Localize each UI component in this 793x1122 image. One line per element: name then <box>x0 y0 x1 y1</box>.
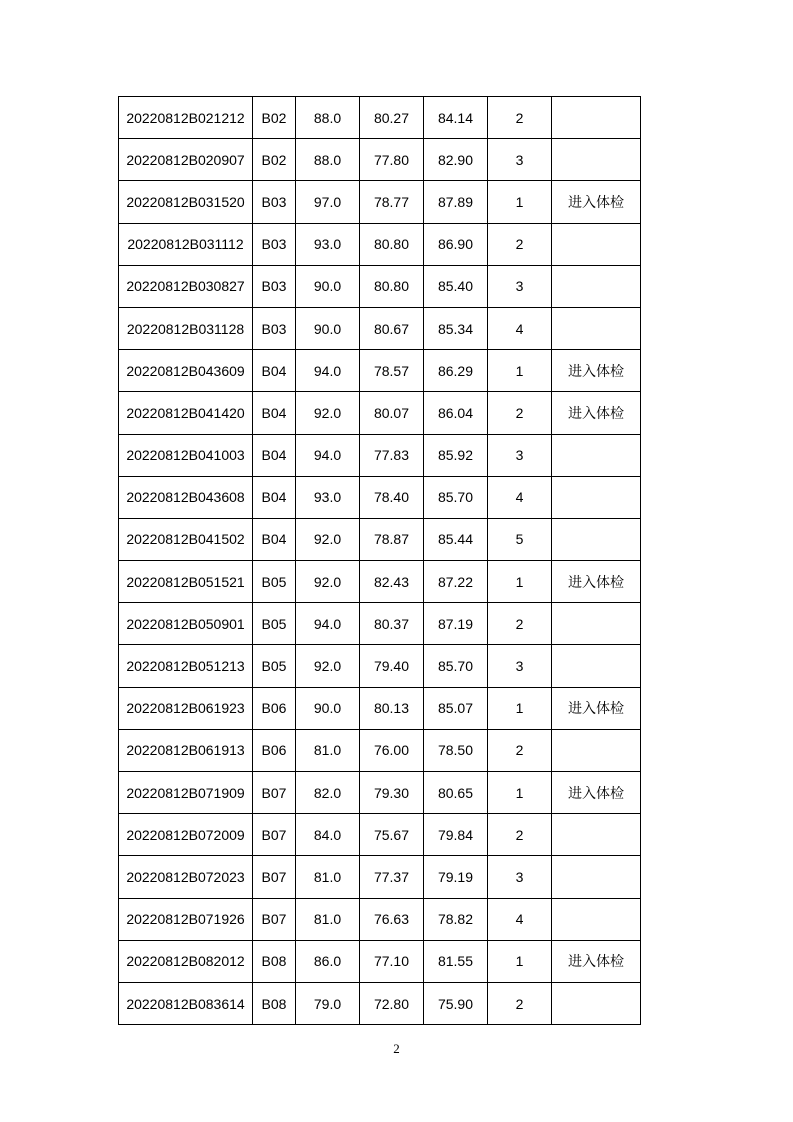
position-code-cell: B03 <box>253 223 296 265</box>
position-code-cell: B03 <box>253 307 296 349</box>
note-cell <box>552 856 641 898</box>
total-score-cell: 80.65 <box>424 772 488 814</box>
interview-score-cell: 78.77 <box>360 181 424 223</box>
interview-score-cell: 76.63 <box>360 898 424 940</box>
table-row <box>119 476 641 518</box>
interview-score-cell: 80.13 <box>360 687 424 729</box>
position-code-cell: B05 <box>253 603 296 645</box>
results-table <box>118 96 641 1025</box>
note-cell <box>552 476 641 518</box>
written-score-cell: 82.0 <box>296 772 360 814</box>
candidate-id-cell: 20220812B043609 <box>119 350 253 392</box>
rank-cell: 3 <box>488 645 552 687</box>
written-score-cell: 88.0 <box>296 139 360 181</box>
interview-score-cell: 78.57 <box>360 350 424 392</box>
total-score-cell: 79.19 <box>424 856 488 898</box>
total-score-cell: 84.14 <box>424 97 488 139</box>
note-cell <box>552 645 641 687</box>
table-row <box>119 940 641 982</box>
interview-score-cell: 79.30 <box>360 772 424 814</box>
interview-score-cell: 75.67 <box>360 814 424 856</box>
total-score-cell: 78.82 <box>424 898 488 940</box>
written-score-cell: 92.0 <box>296 518 360 560</box>
table-row <box>119 729 641 771</box>
rank-cell: 1 <box>488 940 552 982</box>
note-cell <box>552 518 641 560</box>
candidate-id-cell: 20220812B051213 <box>119 645 253 687</box>
position-code-cell: B05 <box>253 561 296 603</box>
position-code-cell: B07 <box>253 772 296 814</box>
total-score-cell: 85.40 <box>424 265 488 307</box>
position-code-cell: B04 <box>253 476 296 518</box>
position-code-cell: B06 <box>253 729 296 771</box>
table-row <box>119 898 641 940</box>
rank-cell: 2 <box>488 392 552 434</box>
interview-score-cell: 80.80 <box>360 265 424 307</box>
written-score-cell: 84.0 <box>296 814 360 856</box>
table-row <box>119 982 641 1024</box>
position-code-cell: B05 <box>253 645 296 687</box>
table-row <box>119 772 641 814</box>
total-score-cell: 75.90 <box>424 982 488 1024</box>
note-cell <box>552 97 641 139</box>
table-row <box>119 139 641 181</box>
total-score-cell: 85.44 <box>424 518 488 560</box>
position-code-cell: B08 <box>253 982 296 1024</box>
total-score-cell: 87.89 <box>424 181 488 223</box>
total-score-cell: 82.90 <box>424 139 488 181</box>
note-cell <box>552 603 641 645</box>
rank-cell: 2 <box>488 982 552 1024</box>
note-cell <box>552 729 641 771</box>
table-row <box>119 265 641 307</box>
interview-score-cell: 80.27 <box>360 97 424 139</box>
written-score-cell: 90.0 <box>296 307 360 349</box>
interview-score-cell: 72.80 <box>360 982 424 1024</box>
rank-cell: 1 <box>488 350 552 392</box>
note-cell: 进入体检 <box>552 772 641 814</box>
total-score-cell: 85.34 <box>424 307 488 349</box>
total-score-cell: 86.29 <box>424 350 488 392</box>
candidate-id-cell: 20220812B043608 <box>119 476 253 518</box>
position-code-cell: B07 <box>253 856 296 898</box>
table-row <box>119 561 641 603</box>
position-code-cell: B04 <box>253 392 296 434</box>
position-code-cell: B07 <box>253 898 296 940</box>
written-score-cell: 90.0 <box>296 265 360 307</box>
note-cell <box>552 307 641 349</box>
position-code-cell: B02 <box>253 139 296 181</box>
table-row <box>119 603 641 645</box>
note-cell <box>552 434 641 476</box>
rank-cell: 4 <box>488 307 552 349</box>
rank-cell: 1 <box>488 181 552 223</box>
interview-score-cell: 78.40 <box>360 476 424 518</box>
candidate-id-cell: 20220812B020907 <box>119 139 253 181</box>
rank-cell: 2 <box>488 814 552 856</box>
candidate-id-cell: 20220812B071926 <box>119 898 253 940</box>
interview-score-cell: 77.10 <box>360 940 424 982</box>
rank-cell: 3 <box>488 434 552 476</box>
table-body <box>119 97 641 1025</box>
written-score-cell: 93.0 <box>296 223 360 265</box>
rank-cell: 5 <box>488 518 552 560</box>
candidate-id-cell: 20220812B031112 <box>119 223 253 265</box>
note-cell: 进入体检 <box>552 392 641 434</box>
rank-cell: 1 <box>488 687 552 729</box>
position-code-cell: B04 <box>253 350 296 392</box>
rank-cell: 2 <box>488 223 552 265</box>
candidate-id-cell: 20220812B031520 <box>119 181 253 223</box>
total-score-cell: 79.84 <box>424 814 488 856</box>
candidate-id-cell: 20220812B050901 <box>119 603 253 645</box>
candidate-id-cell: 20220812B041003 <box>119 434 253 476</box>
note-cell <box>552 139 641 181</box>
written-score-cell: 81.0 <box>296 898 360 940</box>
written-score-cell: 81.0 <box>296 729 360 771</box>
candidate-id-cell: 20220812B030827 <box>119 265 253 307</box>
interview-score-cell: 82.43 <box>360 561 424 603</box>
interview-score-cell: 78.87 <box>360 518 424 560</box>
table-row <box>119 518 641 560</box>
candidate-id-cell: 20220812B071909 <box>119 772 253 814</box>
interview-score-cell: 80.80 <box>360 223 424 265</box>
rank-cell: 4 <box>488 476 552 518</box>
note-cell <box>552 265 641 307</box>
rank-cell: 1 <box>488 561 552 603</box>
written-score-cell: 88.0 <box>296 97 360 139</box>
table-row <box>119 687 641 729</box>
total-score-cell: 78.50 <box>424 729 488 771</box>
total-score-cell: 85.92 <box>424 434 488 476</box>
candidate-id-cell: 20220812B031128 <box>119 307 253 349</box>
rank-cell: 3 <box>488 856 552 898</box>
note-cell <box>552 898 641 940</box>
note-cell: 进入体检 <box>552 350 641 392</box>
position-code-cell: B04 <box>253 434 296 476</box>
rank-cell: 1 <box>488 772 552 814</box>
interview-score-cell: 80.67 <box>360 307 424 349</box>
candidate-id-cell: 20220812B072009 <box>119 814 253 856</box>
rank-cell: 2 <box>488 729 552 771</box>
page-number: 2 <box>393 1041 400 1056</box>
table-row <box>119 434 641 476</box>
rank-cell: 4 <box>488 898 552 940</box>
written-score-cell: 92.0 <box>296 392 360 434</box>
table-row <box>119 645 641 687</box>
written-score-cell: 86.0 <box>296 940 360 982</box>
note-cell <box>552 814 641 856</box>
candidate-id-cell: 20220812B051521 <box>119 561 253 603</box>
candidate-id-cell: 20220812B083614 <box>119 982 253 1024</box>
total-score-cell: 86.04 <box>424 392 488 434</box>
candidate-id-cell: 20220812B021212 <box>119 97 253 139</box>
candidate-id-cell: 20220812B041420 <box>119 392 253 434</box>
interview-score-cell: 77.80 <box>360 139 424 181</box>
note-cell: 进入体检 <box>552 940 641 982</box>
written-score-cell: 81.0 <box>296 856 360 898</box>
interview-score-cell: 76.00 <box>360 729 424 771</box>
candidate-id-cell: 20220812B072023 <box>119 856 253 898</box>
table-row <box>119 307 641 349</box>
table-row <box>119 223 641 265</box>
interview-score-cell: 79.40 <box>360 645 424 687</box>
interview-score-cell: 77.83 <box>360 434 424 476</box>
total-score-cell: 85.07 <box>424 687 488 729</box>
total-score-cell: 86.90 <box>424 223 488 265</box>
written-score-cell: 94.0 <box>296 603 360 645</box>
total-score-cell: 85.70 <box>424 645 488 687</box>
table-row <box>119 97 641 139</box>
position-code-cell: B03 <box>253 181 296 223</box>
written-score-cell: 93.0 <box>296 476 360 518</box>
total-score-cell: 81.55 <box>424 940 488 982</box>
interview-score-cell: 80.37 <box>360 603 424 645</box>
written-score-cell: 97.0 <box>296 181 360 223</box>
position-code-cell: B06 <box>253 687 296 729</box>
position-code-cell: B02 <box>253 97 296 139</box>
written-score-cell: 94.0 <box>296 434 360 476</box>
note-cell: 进入体检 <box>552 561 641 603</box>
note-cell: 进入体检 <box>552 181 641 223</box>
rank-cell: 2 <box>488 97 552 139</box>
written-score-cell: 92.0 <box>296 645 360 687</box>
candidate-id-cell: 20220812B041502 <box>119 518 253 560</box>
note-cell <box>552 982 641 1024</box>
note-cell <box>552 223 641 265</box>
total-score-cell: 87.22 <box>424 561 488 603</box>
candidate-id-cell: 20220812B061923 <box>119 687 253 729</box>
table-row <box>119 350 641 392</box>
interview-score-cell: 77.37 <box>360 856 424 898</box>
written-score-cell: 90.0 <box>296 687 360 729</box>
rank-cell: 3 <box>488 265 552 307</box>
rank-cell: 3 <box>488 139 552 181</box>
note-cell: 进入体检 <box>552 687 641 729</box>
position-code-cell: B03 <box>253 265 296 307</box>
rank-cell: 2 <box>488 603 552 645</box>
table-row <box>119 814 641 856</box>
interview-score-cell: 80.07 <box>360 392 424 434</box>
written-score-cell: 94.0 <box>296 350 360 392</box>
candidate-id-cell: 20220812B082012 <box>119 940 253 982</box>
table-row <box>119 392 641 434</box>
total-score-cell: 87.19 <box>424 603 488 645</box>
written-score-cell: 92.0 <box>296 561 360 603</box>
table-row <box>119 856 641 898</box>
position-code-cell: B08 <box>253 940 296 982</box>
written-score-cell: 79.0 <box>296 982 360 1024</box>
candidate-id-cell: 20220812B061913 <box>119 729 253 771</box>
table-row <box>119 181 641 223</box>
position-code-cell: B04 <box>253 518 296 560</box>
total-score-cell: 85.70 <box>424 476 488 518</box>
position-code-cell: B07 <box>253 814 296 856</box>
